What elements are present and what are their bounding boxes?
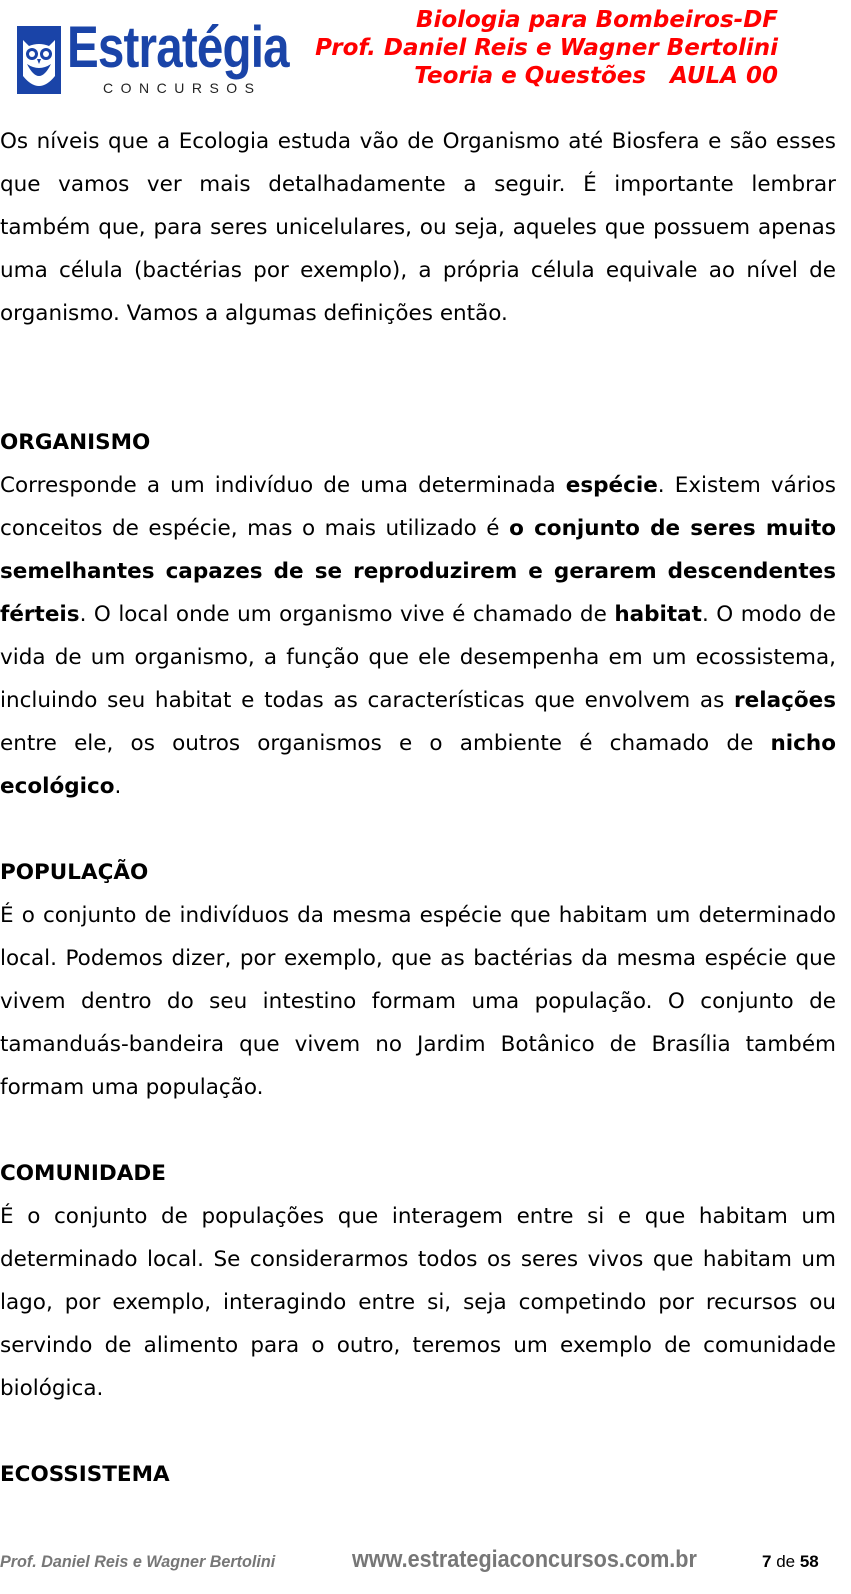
page-separator: de (771, 1552, 800, 1571)
page-total: 58 (799, 1552, 819, 1571)
section-heading-comunidade: COMUNIDADE (0, 1161, 166, 1186)
text-run: . O modo de vida de um organismo, a função que ele desempenha em um ecossistema, incluindo seu habitat e todas as características que envolvem as (0, 602, 836, 713)
comunidade-paragraph: É o conjunto de populações que interagem entre si e que habitam um determinado local. Se considerarmos todos os seres vivos que habitam um lago, por exemplo, interagindo entre si, seja competindo por recursos ou servindo de alimento para o outro, teremos um exemplo de comunidade biológica. (0, 1204, 836, 1401)
populacao-paragraph: É o conjunto de indivíduos da mesma espécie que habitam um determinado local. Podemos dizer, por exemplo, que as bactérias da mesma espécie que vivem dentro do seu intestino formam uma população. O conjunto de tamanduás-bandeira que vivem no Jardim Botânico de Brasília também formam uma população. (0, 903, 836, 1100)
text-run: entre ele, os outros organismos e o ambiente é chamado de (0, 731, 771, 756)
estrategia-logo (17, 15, 289, 102)
text-run: . O local onde um organismo vive é chamado de (79, 602, 615, 627)
text-run: . Existem vários conceitos de espécie, mas o mais utilizado é (0, 473, 837, 541)
logo-wordmark: Estratégia (67, 15, 289, 80)
bold-term: o conjunto de seres muito semelhantes capazes de se reproduzirem e gerarem descendentes férteis (0, 516, 836, 627)
section-heading-ecossistema: ECOSSISTEMA (0, 1462, 170, 1487)
bold-term: relações (734, 688, 836, 713)
page-footer (0, 1540, 851, 1580)
text-run: . (114, 774, 122, 799)
organismo-paragraph (0, 464, 836, 808)
page-current: 7 (762, 1552, 772, 1571)
document-body (0, 120, 836, 1496)
owl-icon (17, 26, 61, 94)
intro-paragraph: Os níveis que a Ecologia estuda vão de Organismo até Biosfera e são esses que vamos ver mais detalhadamente a seguir. É importante lembrar também que, para seres unicelulares, ou seja, aqueles que possuem apenas uma célula (bactérias por exemplo), a própria célula equivale ao nível de organismo. Vamos a algumas definições então. (0, 129, 836, 326)
logo-subtitle: CONCURSOS (103, 80, 262, 96)
bold-term: espécie (565, 473, 658, 498)
bold-term: nicho ecológico (0, 731, 836, 799)
section-heading-populacao: POPULAÇÃO (0, 860, 149, 885)
footer-website-link[interactable]: www.estrategiaconcursos.com.br (352, 1546, 697, 1573)
course-title-line: Biologia para Bombeiros-DF (415, 7, 778, 33)
course-title (315, 6, 778, 90)
page-number (762, 1552, 819, 1572)
text-run: Corresponde a um indivíduo de uma determinada (0, 473, 566, 498)
section-heading-organismo: ORGANISMO (0, 430, 151, 455)
course-title-line: Prof. Daniel Reis e Wagner Bertolini (315, 35, 778, 61)
footer-authors: Prof. Daniel Reis e Wagner Bertolini (0, 1552, 276, 1571)
page-header (0, 0, 851, 110)
course-title-line: Teoria e Questões AULA 00 (414, 63, 778, 89)
bold-term: habitat (614, 602, 702, 627)
